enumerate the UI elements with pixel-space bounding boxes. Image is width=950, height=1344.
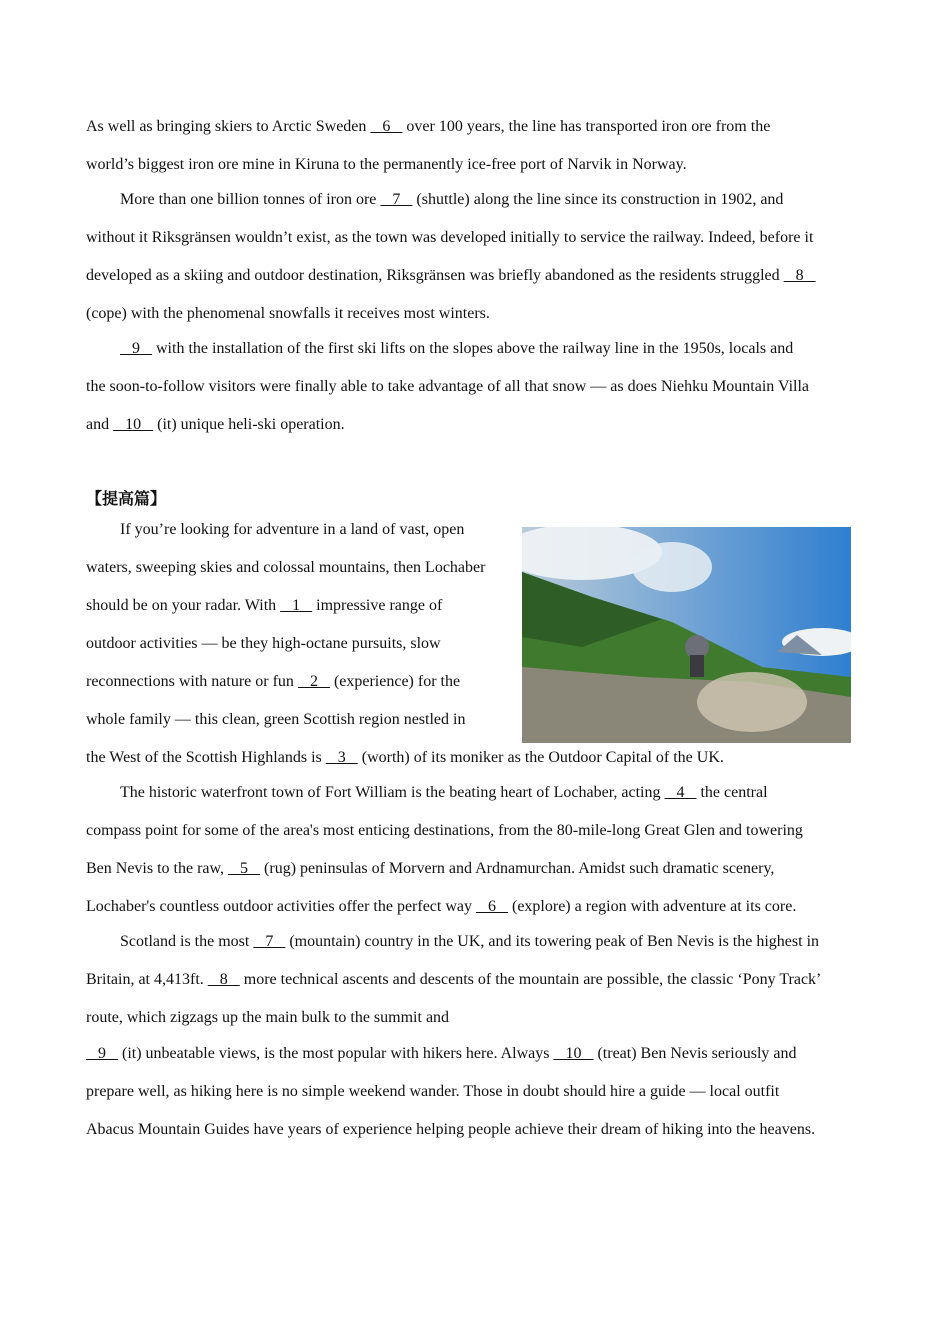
text-line [86, 748, 724, 768]
text-segment: The historic waterfront town of Fort William is the beating heart of Lochaber, acting [120, 784, 665, 801]
text-segment: Ben Nevis to the raw, [86, 860, 229, 877]
text-segment: (experience) for the [329, 673, 461, 690]
answer-blank[interactable]: 6 [370, 118, 403, 135]
text-segment: (it) unbeatable views, is the most popular with hikers here. Always [118, 1045, 554, 1062]
text-segment: world’s biggest iron ore mine in Kiruna to the permanently ice-free port of Narvik in Norway. [86, 156, 687, 173]
text-line [86, 970, 821, 990]
text-line [86, 821, 803, 841]
text-segment: the soon-to-follow visitors were finally able to take advantage of all that snow — as does Niehku Mountain Villa [86, 378, 810, 395]
text-line [86, 672, 460, 692]
text-segment: impressive range of [312, 597, 443, 614]
text-line [86, 304, 490, 324]
answer-blank[interactable]: 8 [207, 971, 240, 988]
text-line [120, 190, 783, 210]
text-line [86, 859, 774, 879]
text-segment: the West of the Scottish Highlands is [86, 749, 326, 766]
text-line [86, 155, 687, 175]
text-line [120, 339, 793, 359]
text-segment: (rug) peninsulas of Morvern and Ardnamurchan. Amidst such dramatic scenery, [260, 860, 775, 877]
text-line [86, 596, 442, 616]
answer-blank[interactable]: 5 [228, 860, 261, 877]
text-line [86, 117, 770, 137]
text-segment: (mountain) country in the UK, and its towering peak of Ben Nevis is the highest in [285, 933, 820, 950]
answer-blank[interactable]: 2 [297, 673, 330, 690]
section-heading: 【提高篇】 [86, 489, 167, 508]
text-segment: compass point for some of the area's most enticing destinations, from the 80-mile-long Great Glen and towering [86, 822, 803, 839]
text-segment: route, which zigzags up the main bulk to the summit and [86, 1009, 450, 1026]
text-segment: Scotland is the most [120, 933, 254, 950]
text-line [86, 558, 485, 578]
text-segment: more technical ascents and descents of the mountain are possible, the classic ‘Pony Track’ [239, 971, 822, 988]
text-segment: Britain, at 4,413ft. [86, 971, 208, 988]
text-segment: If you’re looking for adventure in a land of vast, open [120, 521, 465, 538]
text-segment: waters, sweeping skies and colossal mountains, then Lochaber [86, 559, 486, 576]
answer-blank[interactable]: 10 [553, 1045, 594, 1062]
text-line [86, 1120, 815, 1140]
text-segment: and [86, 416, 114, 433]
text-line [86, 1082, 779, 1102]
answer-blank[interactable]: 9 [120, 340, 152, 357]
text-segment: should be on your radar. With [86, 597, 281, 614]
text-segment: prepare well, as hiking here is no simple weekend wander. Those in doubt should hire a guide — local outfit [86, 1083, 780, 1100]
answer-blank[interactable]: 1 [280, 597, 313, 614]
text-segment: over 100 years, the line has transported iron ore from the [402, 118, 771, 135]
answer-blank[interactable]: 8 [783, 267, 816, 284]
text-line [120, 783, 768, 803]
answer-blank[interactable]: 9 [86, 1045, 118, 1062]
text-segment: As well as bringing skiers to Arctic Sweden [86, 118, 371, 135]
text-segment: Lochaber's countless outdoor activities offer the perfect way [86, 898, 476, 915]
text-line [86, 710, 465, 730]
answer-blank[interactable]: 7 [253, 933, 286, 950]
text-segment: (treat) Ben Nevis seriously and [593, 1045, 797, 1062]
mountain-biker-photo [522, 527, 851, 743]
text-line [86, 415, 345, 435]
text-segment: developed as a skiing and outdoor destination, Riksgränsen was briefly abandoned as the residents struggled [86, 267, 784, 284]
text-segment: outdoor activities — be they high-octane pursuits, slow [86, 635, 441, 652]
text-segment: (cope) with the phenomenal snowfalls it receives most winters. [86, 305, 490, 322]
answer-blank[interactable]: 3 [325, 749, 358, 766]
answer-blank[interactable]: 7 [380, 191, 413, 208]
text-segment: the central [696, 784, 768, 801]
text-segment: Abacus Mountain Guides have years of experience helping people achieve their dream of hiking into the heavens. [86, 1121, 816, 1138]
text-segment: (explore) a region with adventure at its core. [508, 898, 797, 915]
text-line [120, 932, 819, 952]
answer-blank[interactable]: 4 [664, 784, 697, 801]
text-segment: reconnections with nature or fun [86, 673, 298, 690]
text-line [86, 228, 813, 248]
text-segment: (worth) of its moniker as the Outdoor Capital of the UK. [357, 749, 724, 766]
text-line [86, 634, 441, 654]
text-segment: (it) unique heli-ski operation. [153, 416, 345, 433]
text-segment: with the installation of the first ski lifts on the slopes above the railway line in the 1950s, locals and [152, 340, 794, 357]
text-line [86, 377, 809, 397]
text-segment: without it Riksgränsen wouldn’t exist, as the town was developed initially to service the railway. Indeed, before it [86, 229, 814, 246]
answer-blank[interactable]: 6 [476, 898, 508, 915]
text-line [120, 520, 464, 540]
text-line [86, 266, 816, 286]
answer-blank[interactable]: 10 [113, 416, 154, 433]
text-line [86, 1044, 797, 1064]
text-segment: More than one billion tonnes of iron ore [120, 191, 381, 208]
text-line [86, 1008, 449, 1028]
text-segment: whole family — this clean, green Scottish region nestled in [86, 711, 466, 728]
text-segment: (shuttle) along the line since its construction in 1902, and [412, 191, 784, 208]
text-line [86, 897, 796, 917]
